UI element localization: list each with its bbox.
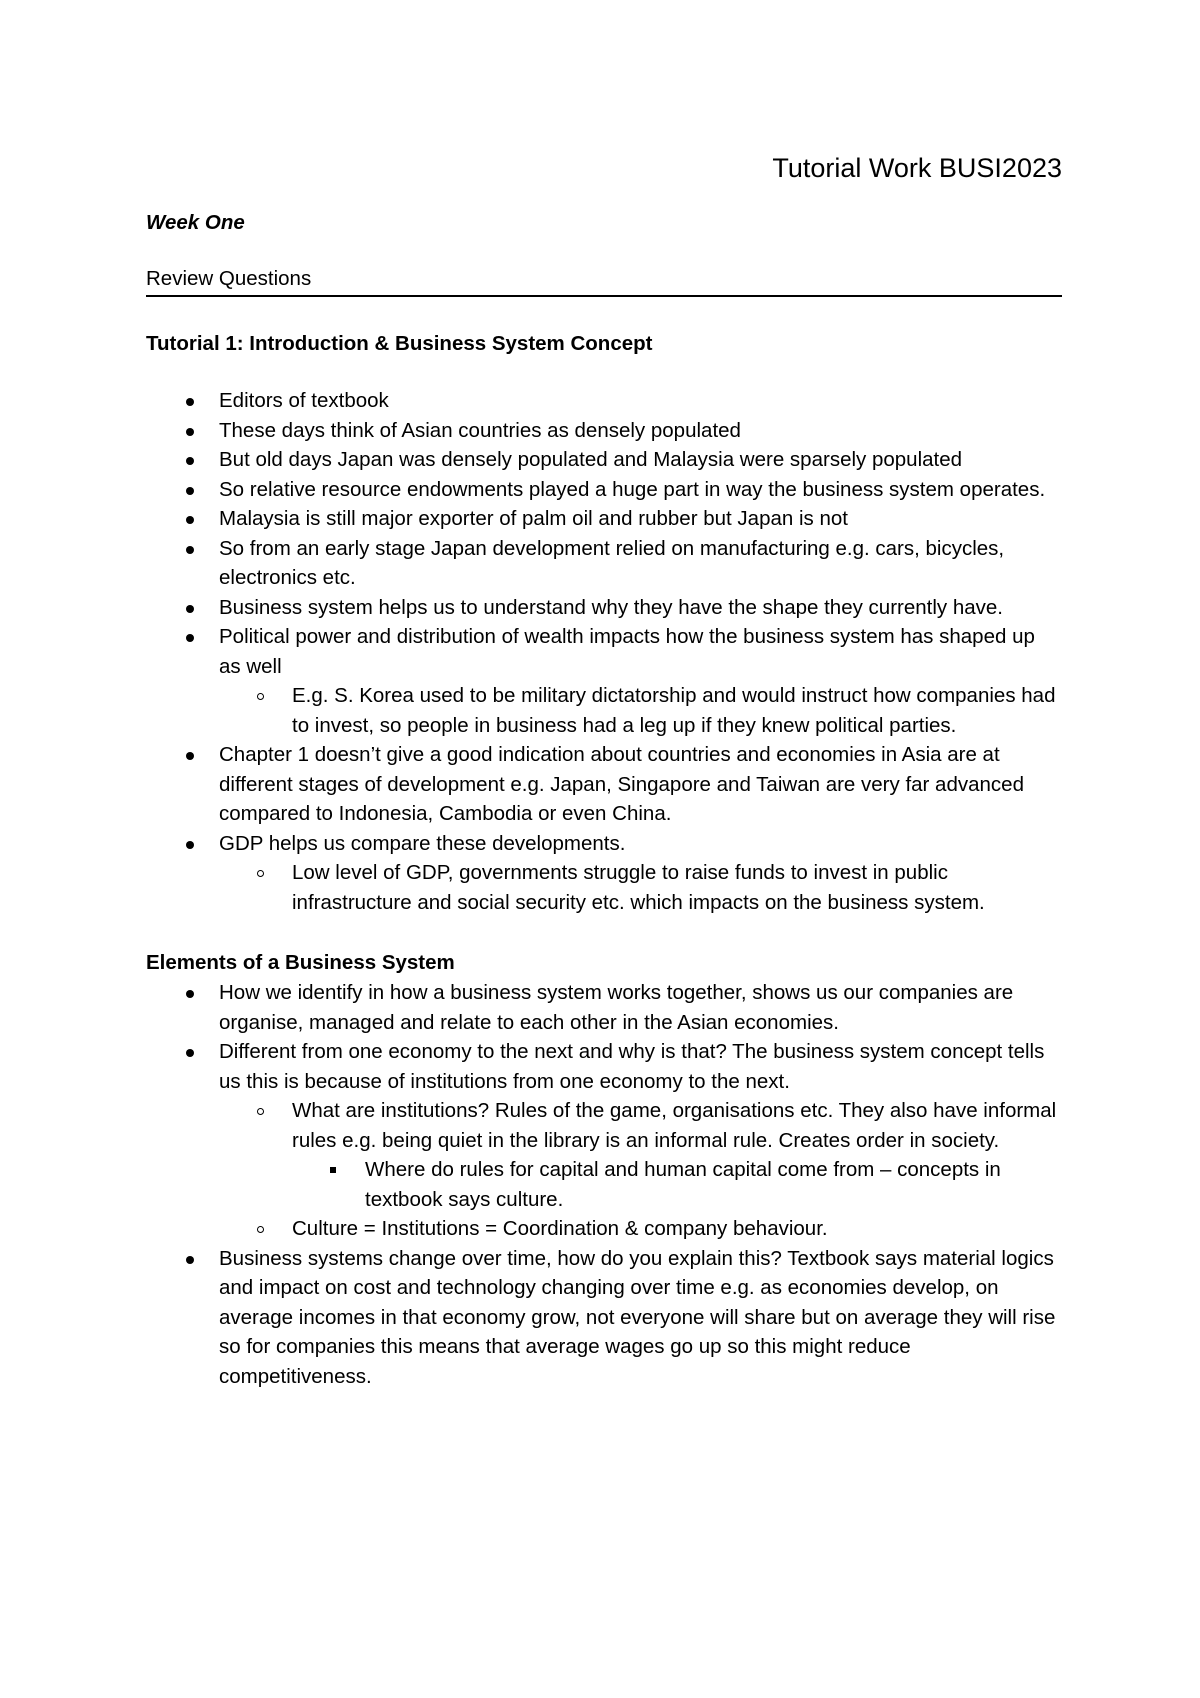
list-item: So relative resource endowments played a huge part in way the business system operates. — [146, 475, 1062, 505]
bullet-disc-icon — [186, 398, 194, 406]
list-item: Political power and distribution of wealth impacts how the business system has shaped up as well E.g. S. Korea used to be military dictatorship and would instruct how companies had to invest, so people in business had a leg up if they knew political parties. — [146, 622, 1062, 740]
bullet-circle-icon — [257, 870, 264, 877]
list-item: How we identify in how a business system works together, shows us our companies are organise, managed and relate to each other in the Asian economies. — [146, 978, 1062, 1037]
bullet-disc-icon — [186, 752, 194, 760]
bullet-circle-icon — [257, 693, 264, 700]
list-item: GDP helps us compare these developments. Low level of GDP, governments struggle to raise funds to invest in public infrastructure and social security etc. which impacts on the business system. — [146, 829, 1062, 918]
list-item: So from an early stage Japan development relied on manufacturing e.g. cars, bicycles, electronics etc. — [146, 534, 1062, 593]
document-body — [146, 150, 1062, 1391]
bullet-disc-icon — [186, 990, 194, 998]
tutorial-1-heading: Tutorial 1: Introduction & Business System Concept — [146, 332, 653, 355]
bullet-disc-icon — [186, 546, 194, 554]
sub-list — [219, 681, 1062, 740]
bullet-circle-icon — [257, 1226, 264, 1233]
bullet-disc-icon — [186, 841, 194, 849]
sub-list-item: E.g. S. Korea used to be military dictatorship and would instruct how companies had to invest, so people in business had a leg up if they knew political parties. — [146, 681, 1062, 740]
bullet-disc-icon — [186, 457, 194, 465]
document-title: Tutorial Work BUSI2023 — [772, 153, 1062, 183]
list-item: Different from one economy to the next and why is that? The business system concept tells us this is because of institutions from one economy to the next. What are institutions? Rules of the game, organisations etc. They also have informal rules e.g. being quiet in the library is an informal rule. Creates order in society. Where do rules for capital and human capital come from – concepts in textbook says culture. Culture = Institutions = Coordination & company behaviour. — [146, 1037, 1062, 1244]
sub-sub-list-item: Where do rules for capital and human capital come from – concepts in textbook says culture. — [146, 1155, 1062, 1214]
bullet-disc-icon — [186, 428, 194, 436]
sub-sub-list — [292, 1155, 1062, 1214]
list-item: But old days Japan was densely populated and Malaysia were sparsely populated — [146, 445, 1062, 475]
bullet-circle-icon — [257, 1108, 264, 1115]
bullet-disc-icon — [186, 487, 194, 495]
week-label: Week One — [146, 211, 245, 234]
bullet-square-icon — [330, 1167, 336, 1173]
list-item: Business system helps us to understand why they have the shape they currently have. — [146, 593, 1062, 623]
sub-list — [219, 858, 1062, 917]
sub-list-item: Culture = Institutions = Coordination & company behaviour. — [146, 1214, 1062, 1244]
bullet-disc-icon — [186, 605, 194, 613]
list-item: Editors of textbook — [146, 386, 1062, 416]
list-item: Business systems change over time, how do you explain this? Textbook says material logics and impact on cost and technology changing over time e.g. as economies develop, on average incomes in that economy grow, not everyone will share but on average they will rise so for companies this means that average wages go up so this might reduce competitiveness. — [146, 1244, 1062, 1392]
sub-list-item: What are institutions? Rules of the game, organisations etc. They also have informal rules e.g. being quiet in the library is an informal rule. Creates order in society. Where do rules for capital and human capital come from – concepts in textbook says culture. — [146, 1096, 1062, 1214]
bullet-disc-icon — [186, 1049, 194, 1057]
elements-list — [146, 978, 1062, 1391]
elements-heading: Elements of a Business System — [146, 951, 455, 974]
list-item: Malaysia is still major exporter of palm oil and rubber but Japan is not — [146, 504, 1062, 534]
bullet-disc-icon — [186, 634, 194, 642]
sub-list — [219, 1096, 1062, 1244]
sub-list-item: Low level of GDP, governments struggle to raise funds to invest in public infrastructure and social security etc. which impacts on the business system. — [146, 858, 1062, 917]
bullet-disc-icon — [186, 1256, 194, 1264]
tutorial-1-list — [146, 386, 1062, 917]
review-questions-heading: Review Questions — [146, 266, 1062, 297]
bullet-disc-icon — [186, 516, 194, 524]
list-item: Chapter 1 doesn’t give a good indication about countries and economies in Asia are at different stages of development e.g. Japan, Singapore and Taiwan are very far advanced compared to Indonesia, Cambodia or even China. — [146, 740, 1062, 829]
list-item: These days think of Asian countries as densely populated — [146, 416, 1062, 446]
